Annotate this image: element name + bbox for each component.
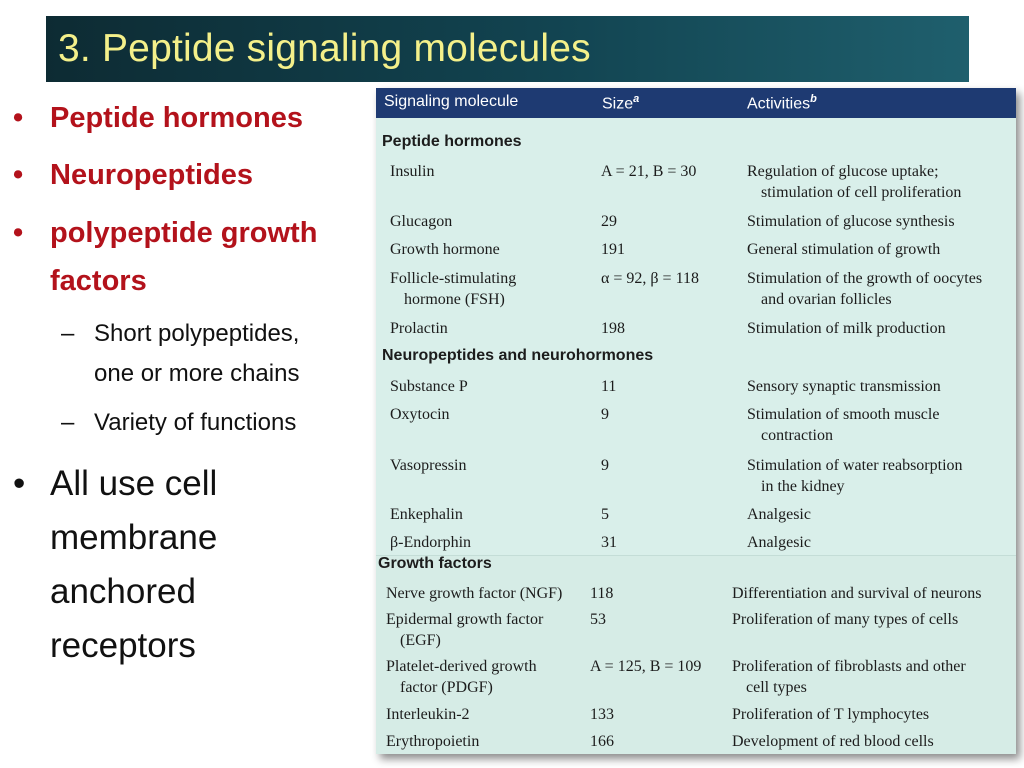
dash-marker: – xyxy=(61,409,75,436)
slide-title: 3. Peptide signaling molecules xyxy=(58,27,591,70)
cell-activity-cont: stimulation of cell proliferation xyxy=(761,184,962,201)
cell-size: 29 xyxy=(601,213,617,230)
table-header-row xyxy=(376,88,1016,118)
cell-molecule: Substance P xyxy=(390,378,468,395)
cell-size: 9 xyxy=(601,406,609,423)
cell-activity: Stimulation of the growth of oocytes xyxy=(747,270,983,287)
cell-activity: Differentiation and survival of neurons xyxy=(732,585,982,602)
bullet-text: All use cell xyxy=(50,464,218,503)
cell-molecule-cont: (EGF) xyxy=(400,632,441,649)
header-activities-footnote: b xyxy=(810,93,817,105)
cell-molecule: Growth hormone xyxy=(390,241,500,258)
cell-activity: Proliferation of T lymphocytes xyxy=(732,706,930,723)
bullet-text: factors xyxy=(50,265,147,297)
bullet-text: polypeptide growth xyxy=(50,217,318,249)
cell-size: 166 xyxy=(590,733,614,750)
cell-molecule: Glucagon xyxy=(390,213,453,230)
header-size xyxy=(602,93,639,113)
cell-activity: General stimulation of growth xyxy=(747,241,941,258)
dash-marker: – xyxy=(61,320,75,347)
cell-molecule: Prolactin xyxy=(390,320,448,337)
cell-activity: Stimulation of water reabsorption xyxy=(747,457,963,474)
cell-activity: Analgesic xyxy=(747,506,811,523)
cell-activity: Stimulation of glucose synthesis xyxy=(747,213,955,230)
cell-molecule: β-Endorphin xyxy=(390,534,472,551)
cell-activity-cont: in the kidney xyxy=(761,478,845,495)
cell-size: 118 xyxy=(590,585,614,602)
bullet-text: Peptide hormones xyxy=(50,102,303,134)
cell-size: α = 92, β = 118 xyxy=(601,270,699,287)
cell-size: A = 125, B = 109 xyxy=(590,658,702,675)
cell-activity-cont: and ovarian follicles xyxy=(761,291,892,308)
cell-molecule: Insulin xyxy=(390,163,435,180)
header-size-footnote: a xyxy=(633,93,640,105)
cell-molecule: Enkephalin xyxy=(390,506,463,523)
cell-molecule-cont: hormone (FSH) xyxy=(404,291,505,308)
header-signaling-molecule: Signaling molecule xyxy=(384,93,519,110)
cell-molecule: Erythropoietin xyxy=(386,733,480,750)
bullet-dot: • xyxy=(13,464,26,503)
bullet-text: membrane xyxy=(50,518,218,557)
cell-size: 133 xyxy=(590,706,614,723)
cell-activity: Proliferation of fibroblasts and other xyxy=(732,658,966,675)
cell-activity: Regulation of glucose uptake; xyxy=(747,163,939,180)
bullet-text: anchored xyxy=(50,572,196,611)
cell-molecule-cont: factor (PDGF) xyxy=(400,679,493,696)
bullet-dot: • xyxy=(13,159,24,191)
cell-size: A = 21, B = 30 xyxy=(601,163,697,180)
header-activities xyxy=(747,93,817,113)
bullet-text: receptors xyxy=(50,626,196,665)
cell-activity-cont: contraction xyxy=(761,427,833,444)
bullet-dot: • xyxy=(13,217,24,249)
cell-activity: Proliferation of many types of cells xyxy=(732,611,959,628)
cell-activity-cont: cell types xyxy=(746,679,807,696)
cell-activity: Stimulation of milk production xyxy=(747,320,946,337)
cell-size: 198 xyxy=(601,320,625,337)
cell-molecule: Follicle-stimulating xyxy=(390,270,517,287)
section-peptide-hormones: Peptide hormones xyxy=(382,133,522,150)
signaling-molecules-table xyxy=(376,88,1016,754)
cell-size: 53 xyxy=(590,611,606,628)
sub-bullet-text: one or more chains xyxy=(94,360,300,387)
header-size-label: Size xyxy=(602,95,634,113)
sub-bullet-text: Variety of functions xyxy=(94,409,297,436)
cell-molecule: Oxytocin xyxy=(390,406,450,423)
header-activities-label: Activities xyxy=(747,95,811,113)
cell-activity: Analgesic xyxy=(747,534,811,551)
bullet-dot: • xyxy=(13,102,24,134)
bullet-text: Neuropeptides xyxy=(50,159,254,191)
section-growth-factors: Growth factors xyxy=(378,555,492,572)
cell-size: 191 xyxy=(601,241,625,258)
cell-molecule: Interleukin-2 xyxy=(386,706,470,723)
cell-activity: Stimulation of smooth muscle xyxy=(747,406,940,423)
cell-molecule: Vasopressin xyxy=(390,457,467,474)
sub-bullet-text: Short polypeptides, xyxy=(94,320,300,347)
cell-size: 9 xyxy=(601,457,609,474)
cell-molecule: Epidermal growth factor xyxy=(386,611,544,628)
cell-size: 5 xyxy=(601,506,609,523)
slide-title-bar xyxy=(46,16,969,82)
cell-activity: Development of red blood cells xyxy=(732,733,934,750)
cell-size: 31 xyxy=(601,534,617,551)
cell-activity: Sensory synaptic transmission xyxy=(747,378,941,395)
cell-molecule: Platelet-derived growth xyxy=(386,658,537,675)
cell-size: 11 xyxy=(601,378,617,395)
section-neuropeptides: Neuropeptides and neurohormones xyxy=(382,347,654,364)
cell-molecule: Nerve growth factor (NGF) xyxy=(386,585,563,602)
